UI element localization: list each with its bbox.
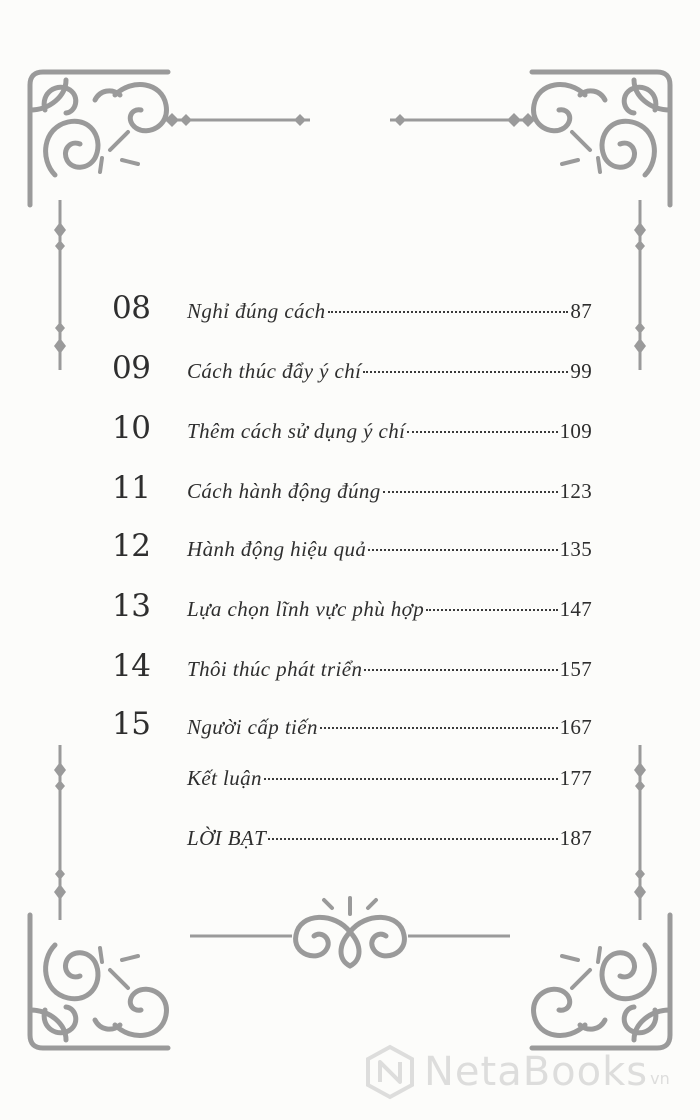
chapter-number: 11: [112, 470, 151, 506]
page-number: 157: [559, 657, 592, 681]
toc-entry[interactable]: [112, 410, 592, 450]
page-number: 123: [559, 479, 592, 503]
netabooks-logo-icon: [362, 1044, 418, 1100]
watermark-tld: vn: [650, 1069, 670, 1088]
chapter-number: 13: [112, 588, 151, 624]
dot-leader: [320, 727, 558, 729]
page-number: 187: [559, 826, 592, 850]
toc-entry[interactable]: [112, 290, 592, 330]
dot-leader: [407, 431, 557, 433]
dot-leader: [268, 838, 557, 840]
page-number: 167: [559, 715, 592, 739]
chapter-title: Thôi thúc phát triển: [187, 657, 363, 681]
chapter-title: LỜI BẠT: [187, 826, 267, 850]
toc-entry[interactable]: [112, 766, 592, 806]
corner-ornament-top-left: [30, 72, 168, 205]
corner-ornament-bottom-left: [30, 915, 168, 1048]
toc-entry[interactable]: [112, 528, 592, 568]
toc-entry[interactable]: [112, 648, 592, 688]
chapter-title: Cách thúc đẩy ý chí: [187, 359, 362, 383]
netabooks-watermark: [362, 1042, 670, 1102]
dot-leader: [264, 778, 558, 780]
dot-leader: [363, 371, 568, 373]
bottom-center-ornament: [296, 898, 405, 966]
chapter-title: Lựa chọn lĩnh vực phù hợp: [187, 597, 425, 621]
page-number: 87: [570, 299, 592, 323]
chapter-title: Kết luận: [187, 766, 262, 790]
chapter-number: 14: [112, 648, 151, 684]
chapter-number: 12: [112, 528, 151, 564]
page-number: 177: [559, 766, 592, 790]
chapter-number: 15: [112, 706, 151, 742]
dot-leader: [328, 311, 569, 313]
toc-entry[interactable]: [112, 588, 592, 628]
dot-leader: [426, 609, 557, 611]
toc-entry[interactable]: [112, 470, 592, 510]
page-number: 147: [559, 597, 592, 621]
page-number: 109: [559, 419, 592, 443]
chapter-number: 10: [112, 410, 151, 446]
corner-ornament-top-right: [532, 72, 670, 205]
chapter-title: Cách hành động đúng: [187, 479, 381, 503]
toc-entry[interactable]: [112, 706, 592, 746]
toc-entry[interactable]: [112, 350, 592, 390]
chapter-title: Nghỉ đúng cách: [187, 299, 326, 323]
page-number: 135: [559, 537, 592, 561]
dot-leader: [368, 549, 557, 551]
chapter-number: 08: [112, 290, 151, 326]
watermark-brand: NetaBooks: [424, 1049, 649, 1095]
dot-leader: [364, 669, 557, 671]
corner-ornament-bottom-right: [532, 915, 670, 1048]
chapter-number: 09: [112, 350, 151, 386]
dot-leader: [383, 491, 558, 493]
page-number: 99: [570, 359, 592, 383]
toc-entry[interactable]: [112, 826, 592, 866]
chapter-title: Người cấp tiến: [187, 715, 318, 739]
chapter-title: Hành động hiệu quả: [187, 537, 367, 561]
chapter-title: Thêm cách sử dụng ý chí: [187, 419, 406, 443]
